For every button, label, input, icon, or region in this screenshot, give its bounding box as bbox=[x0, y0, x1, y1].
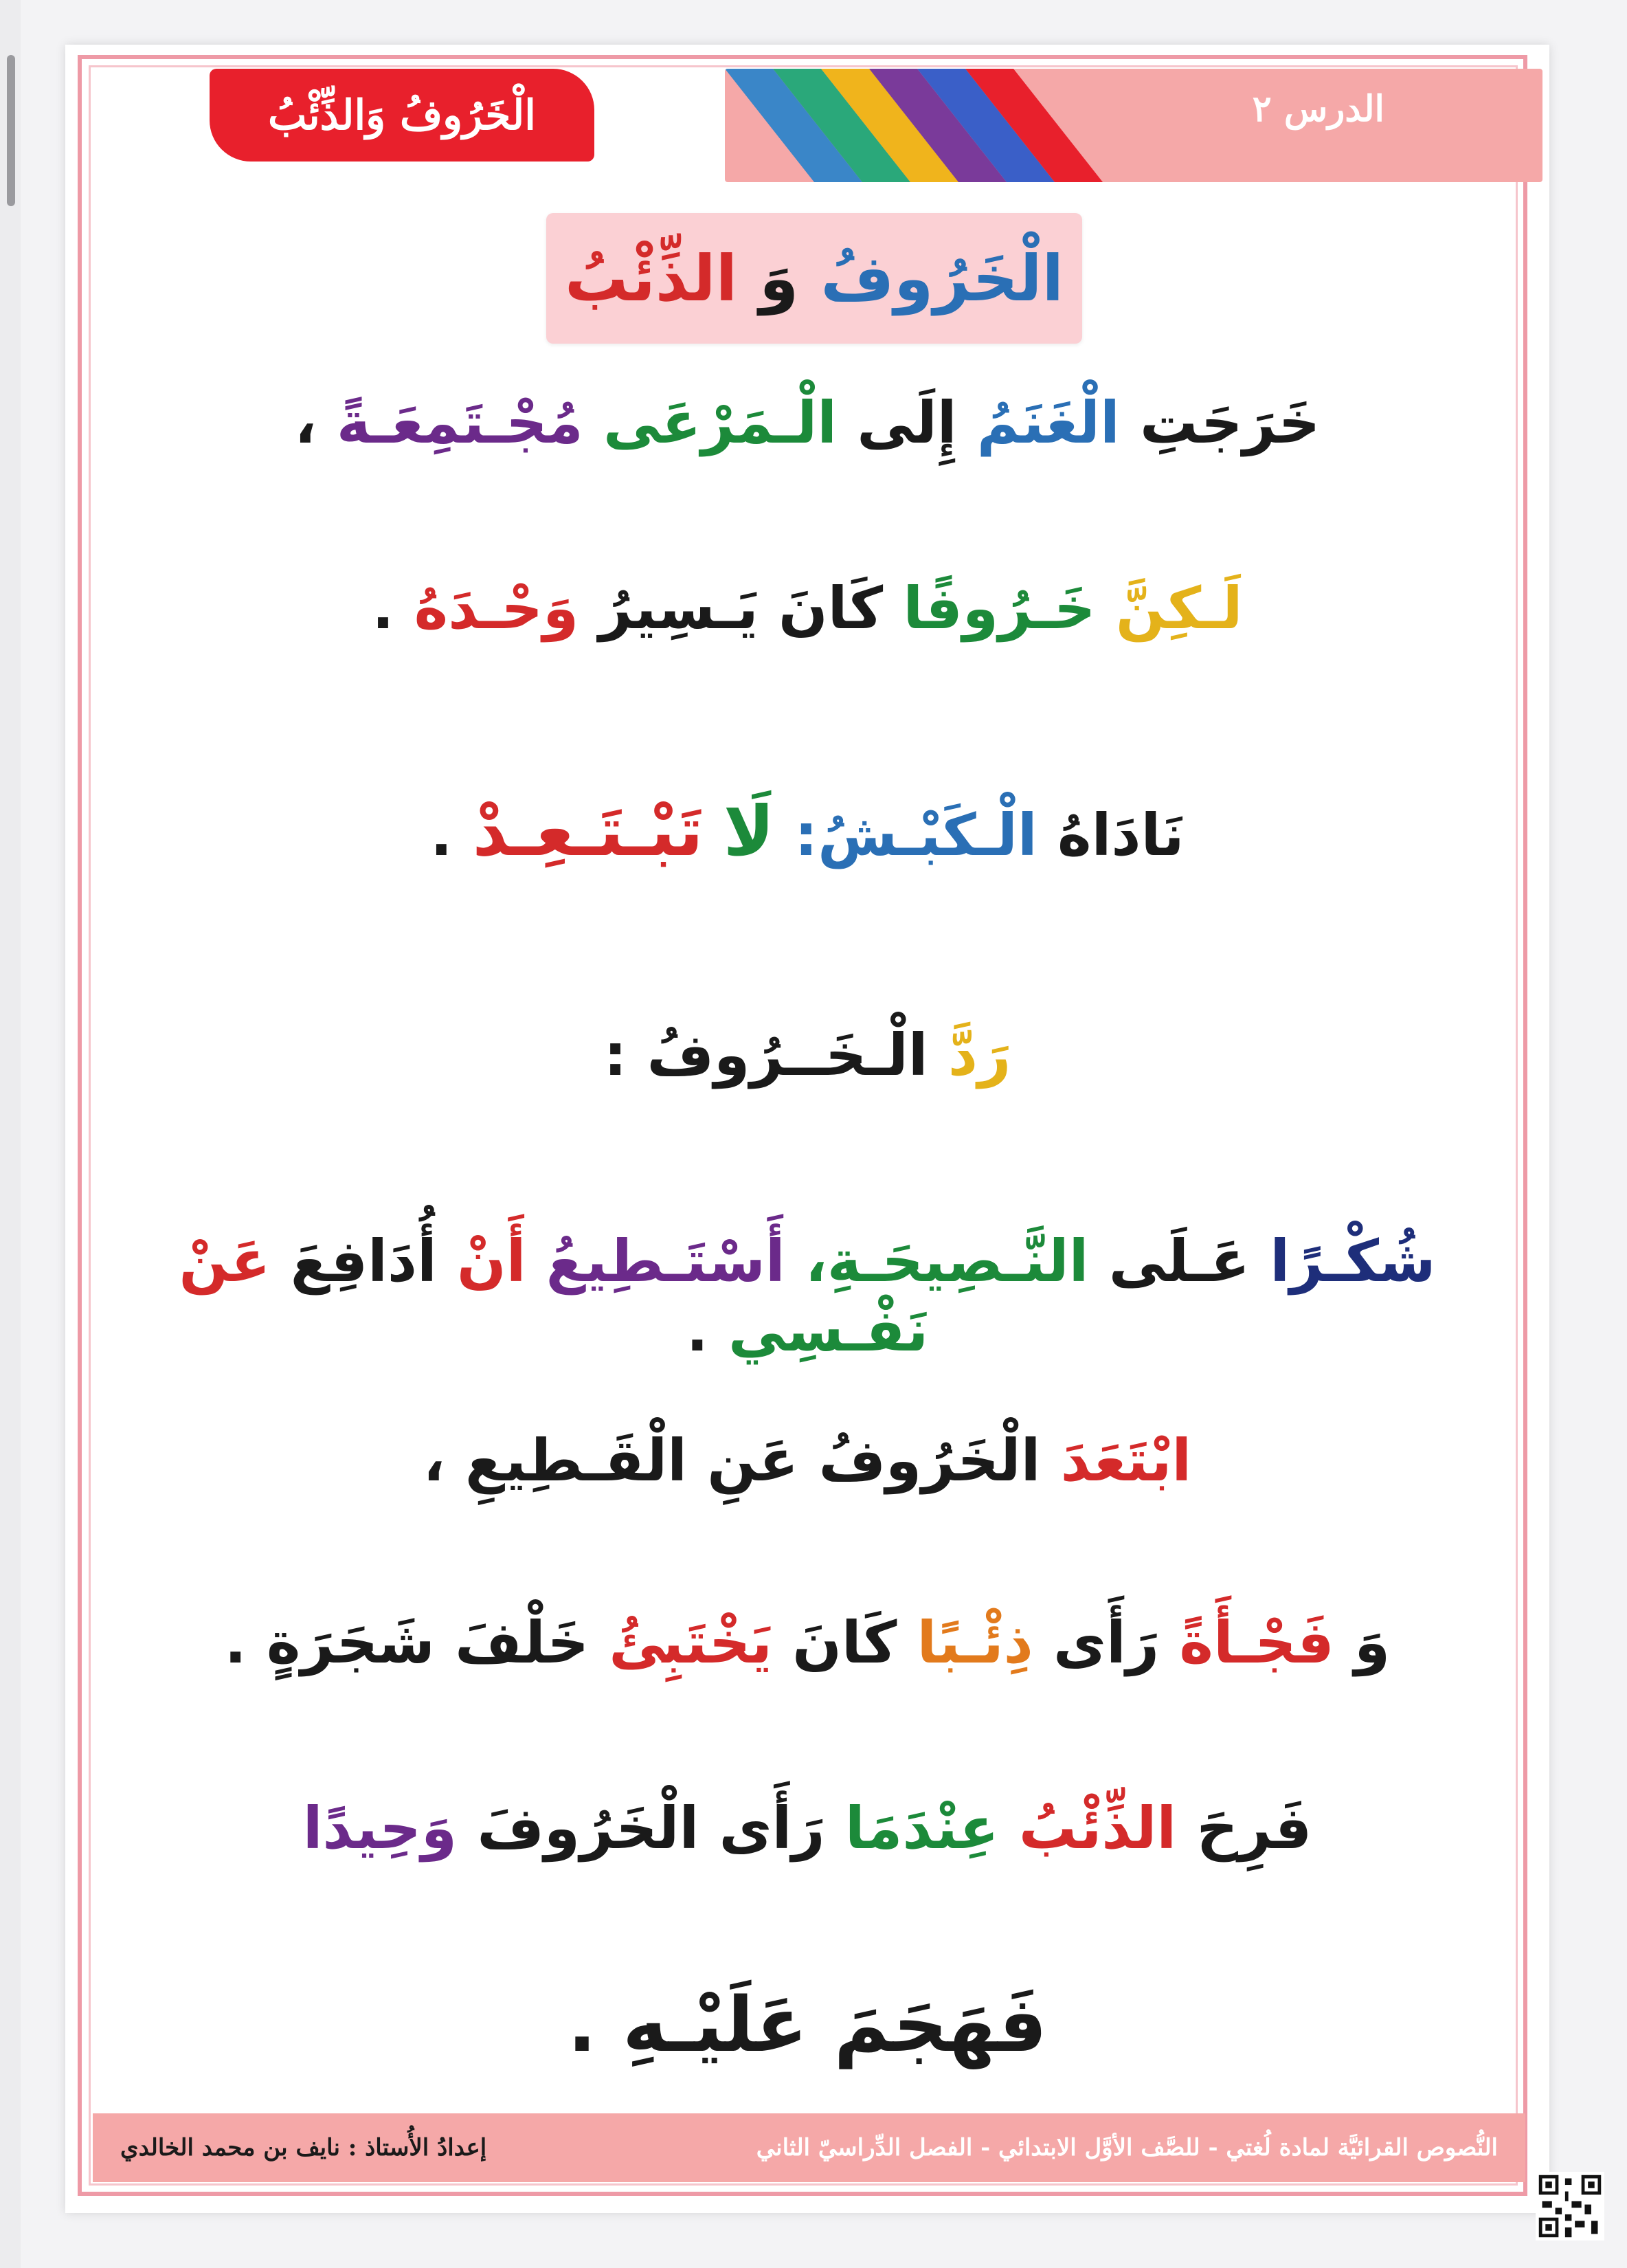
word: أَنْ bbox=[457, 1227, 526, 1295]
word: رَأَى bbox=[719, 1794, 825, 1862]
word: كَانَ bbox=[778, 575, 884, 642]
footer-series-text: النُّصوص القرائيَّة لمادة لُغتي - للصَّف الأوَّل الابتدائي - الفصل الدِّراسيّ الثاني bbox=[756, 2134, 1498, 2161]
word: كَانَ bbox=[792, 1609, 897, 1676]
word: عَلَيْـهِ bbox=[622, 1981, 808, 2069]
word: الْـكَبْـشُ: bbox=[794, 801, 1037, 869]
story-title-box bbox=[546, 213, 1082, 344]
word: يَـسِيرُ bbox=[598, 575, 759, 642]
word: خَـرُوفًا bbox=[903, 575, 1096, 642]
qr-code-icon bbox=[1536, 2172, 1604, 2241]
word: الْقَـطِيعِ bbox=[464, 1427, 687, 1494]
word: مُجْـتَمِعَـةً bbox=[336, 389, 583, 456]
story-line-3 bbox=[134, 790, 1481, 873]
punctuation: . bbox=[686, 1296, 708, 1364]
title-word: وَ bbox=[759, 241, 799, 315]
story-line-2 bbox=[134, 574, 1481, 643]
word: عَنِ bbox=[707, 1427, 799, 1494]
story-line-8 bbox=[134, 1794, 1481, 1863]
word: النَّـصِيحَـةِ، bbox=[805, 1227, 1089, 1295]
scroll-thumb[interactable] bbox=[7, 55, 15, 206]
word: أَسْتَـطِيعُ bbox=[546, 1227, 785, 1295]
page-frame-inner bbox=[89, 65, 1518, 2186]
lesson-title-badge bbox=[210, 69, 594, 162]
word: شُكْـرًا bbox=[1270, 1227, 1436, 1295]
story-line-6 bbox=[134, 1426, 1481, 1496]
punctuation: ، bbox=[294, 389, 317, 456]
word: خَلْفَ bbox=[455, 1609, 590, 1676]
word: وَحْـدَهُ bbox=[414, 575, 579, 642]
word: لَـكِنَّ bbox=[1115, 575, 1243, 642]
word: فَجْـأَةً bbox=[1179, 1609, 1334, 1676]
lesson-number: الدرس ٢ bbox=[1252, 88, 1384, 130]
punctuation: . bbox=[372, 575, 394, 642]
footer-author: إعدادُ الأُستاذ : نايف بن محمد الخالدي bbox=[120, 2134, 487, 2161]
punctuation: : bbox=[603, 1021, 627, 1089]
word: نَادَاهُ bbox=[1057, 801, 1185, 869]
punctuation: . bbox=[224, 1609, 247, 1676]
story-title bbox=[565, 242, 1064, 315]
word: فَهَجَمَ bbox=[833, 1981, 1047, 2069]
story-line-1 bbox=[134, 388, 1481, 458]
story-line-4 bbox=[134, 1021, 1481, 1090]
punctuation: . bbox=[430, 801, 453, 869]
story-line-9 bbox=[134, 1979, 1481, 2070]
document-page bbox=[65, 45, 1549, 2213]
word: رَأَى bbox=[1053, 1609, 1160, 1676]
word: الْخَرُوفُ bbox=[818, 1427, 1041, 1494]
scrollbar[interactable] bbox=[0, 0, 21, 2268]
title-word: الْخَرُوفُ bbox=[820, 241, 1064, 315]
word: ذِئْـبًا bbox=[917, 1609, 1033, 1676]
word: الْغَنَمُ bbox=[976, 389, 1120, 456]
word: خَرَجَتِ bbox=[1140, 389, 1321, 456]
story-line-7 bbox=[134, 1608, 1481, 1678]
title-word: الذِّئْبُ bbox=[564, 241, 738, 315]
header-band bbox=[725, 69, 1542, 182]
word: أُدَافِعَ bbox=[290, 1227, 437, 1295]
word: تَبْـتَـعِـدْ bbox=[472, 791, 704, 871]
word: عَـلَى bbox=[1108, 1227, 1250, 1295]
word: الْـخَــرُوفُ bbox=[647, 1021, 928, 1089]
word: إِلَى bbox=[857, 389, 957, 456]
punctuation: . bbox=[568, 1981, 596, 2069]
word: ابْتَعَدَ bbox=[1060, 1427, 1192, 1494]
word: رَدَّ bbox=[947, 1021, 1011, 1089]
word: الْخَرُوفَ bbox=[477, 1794, 699, 1862]
word: لَا bbox=[723, 791, 775, 871]
word: عِنْدَمَا bbox=[844, 1794, 999, 1862]
word: فَرِحَ bbox=[1196, 1794, 1312, 1862]
footer-band bbox=[93, 2113, 1525, 2182]
word: وَحِيدًا bbox=[302, 1794, 458, 1862]
word: الْـمَرْعَى bbox=[603, 389, 838, 456]
word: وَ bbox=[1354, 1609, 1391, 1676]
word: عَنْ bbox=[179, 1227, 271, 1295]
rainbow-stripes-decoration bbox=[725, 69, 1110, 182]
word: الذِّئْبُ bbox=[1018, 1794, 1177, 1862]
punctuation: ، bbox=[423, 1427, 445, 1494]
word: شَجَرَةٍ bbox=[266, 1609, 435, 1676]
word: يَخْتَبِئُ bbox=[609, 1609, 772, 1676]
lesson-title: الْخَرُوفُ وَالذِّئْبُ bbox=[268, 91, 536, 140]
word: نَفْـسِي bbox=[728, 1296, 929, 1364]
story-line-5 bbox=[134, 1227, 1481, 1366]
